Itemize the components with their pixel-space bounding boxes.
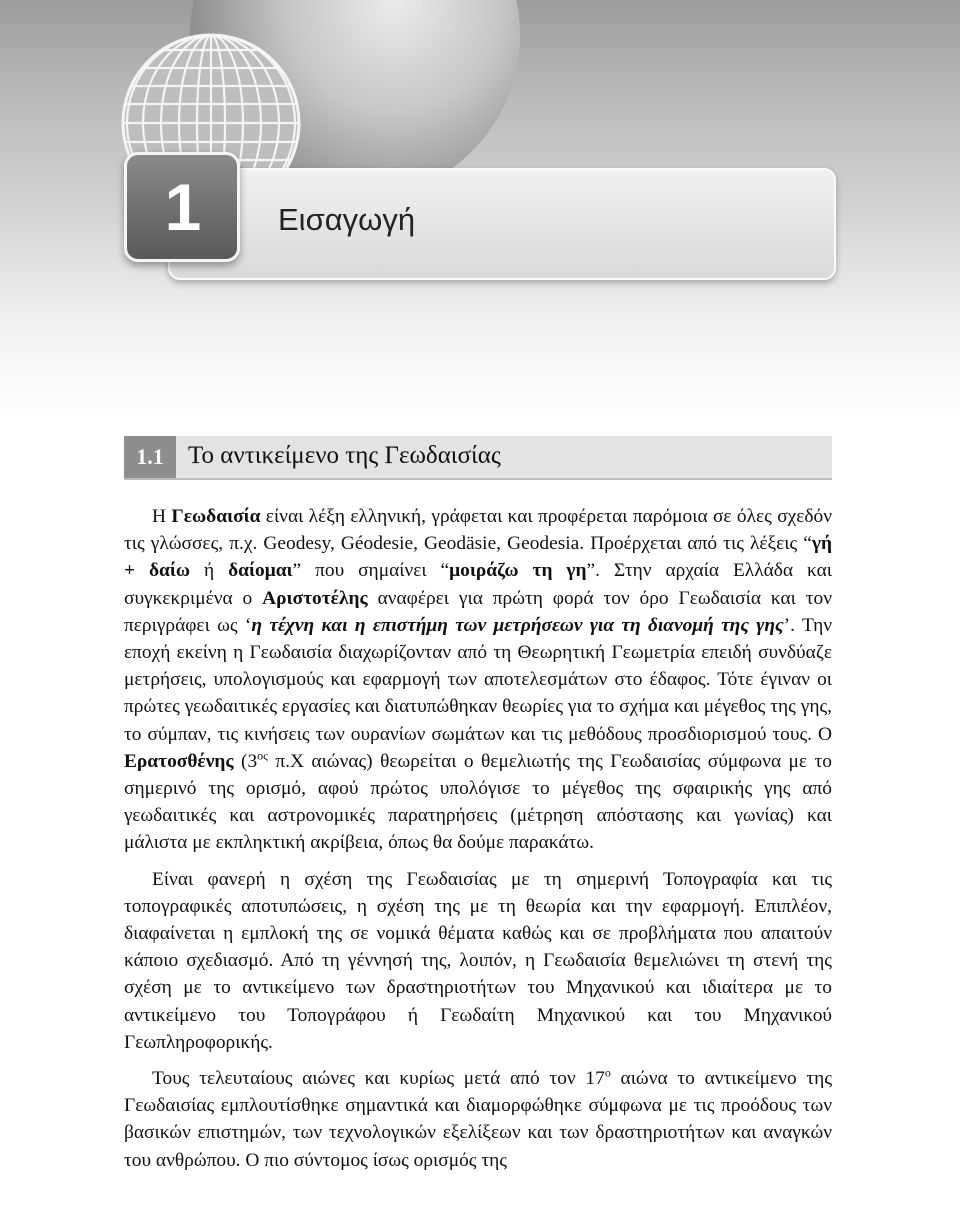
text-run: ” που σημαίνει “	[292, 560, 450, 582]
text-run: ”. Στην αρχαία Ελλάδα και συγκεκριμένα ο	[124, 560, 832, 609]
section-number: 1.1	[124, 436, 176, 478]
text-run: Τους τελευταίους αιώνες και κυρίως μετά από τον 17	[152, 1068, 605, 1090]
name-eratosthenes: Ερατοσθένης	[124, 750, 234, 772]
chapter-number-badge	[124, 152, 240, 262]
definition-quote: η τέχνη και η επιστήμη των μετρήσεων για τη διανομή της γης	[251, 614, 784, 636]
text-run: ή	[190, 560, 229, 582]
term-geodesy: Γεωδαισία	[171, 506, 261, 527]
text-run: αιώνα το αντικείμενο της Γεωδαισίας εμπλουτίσθηκε σημαντικά και διαμορφώθηκε σύμφωνα με τις προόδους των βασικών επιστημών, των τεχνολογικών εξελίξεων και των δραστηριοτήτων και αναγκών του ανθρώπου. Ο πιο σύντομος ίσως ορισμός της	[124, 1068, 832, 1171]
body-text	[124, 503, 832, 1174]
chapter-title-panel	[168, 168, 836, 280]
text-run: ’. Την εποχή εκείνη η Γεωδαισία διαχωρίζονταν από τη Θεωρητική Γεωμετρία επειδή συνδύαζε μετρήσεις, υπολογισμούς και εφαρμογή των αποτελεσμάτων στο έδαφος. Τότε έγιναν οι πρώτες γεωδαιτικές εργασίες και διατυπώθηκαν θεωρίες για το σχήμα και μέγεθος της γης, το σύμπαν, τις κινήσεις των ουρανίων σωμάτων και τις μεθόδους προσδιορισμού τους. Ο	[124, 614, 832, 745]
paragraph-1	[124, 503, 832, 857]
chapter-title: Εισαγωγή	[278, 202, 416, 237]
ordinal-superscript: ο	[604, 1065, 611, 1080]
paragraph-2: Είναι φανερή η σχέση της Γεωδαισίας με τη σημερινή Τοπογραφία και τις τοπογραφικές αποτυπώσεις, η σχέση της με τη θεωρία και την εφαρμογή. Επιπλέον, διαφαίνεται η εμπλοκή της σε νομικά θέματα καθώς και σε προβλήματα που απαιτούν κάποιο σχεδιασμό. Από τη γέννησή της, λοιπόν, η Γεωδαισία θεμελιώνει τη στενή της σχέση με το αντικείμενο των δραστηριοτήτων του Μηχανικού και ιδιαίτερα με το αντικείμενο του Τοπογράφου ή Γεωδαίτη Μηχανικού και του Μηχανικού Γεωπληροφορικής.	[124, 868, 832, 1053]
text-run: π.Χ αιώνας) θεωρείται ο θεμελιωτής της Γεωδαισίας σύμφωνα με το σημερινό της ορισμό, αφού πρώτος υπολόγισε το μέγεθος της σφαιρικής γης από γεωδαιτικές και αστρονομικές παρατηρήσεις (μέτρηση απόστασης και γωνίας) και μάλιστα με εκπληκτική ακρίβεια, όπως θα δούμε παρακάτω.	[124, 750, 832, 854]
term-etymology-1: γή + δαίω	[124, 533, 832, 582]
section-title: Το αντικείμενο της Γεωδαισίας	[188, 442, 501, 469]
section-heading	[124, 436, 832, 480]
paragraph-3	[124, 1065, 832, 1174]
ordinal-superscript: ος	[257, 748, 268, 763]
text-run: είναι λέξη ελληνική, γράφεται και προφέρεται παρόμοια σε όλες σχεδόν τις γλώσσες, π.χ. Geodesy, Géodesie, Geodäsie, Geodesia. Προέρχεται από τις λέξεις “	[124, 506, 833, 555]
term-meaning: μοιράζω τη γη	[449, 560, 587, 582]
name-aristotle: Αριστοτέλης	[262, 587, 368, 609]
term-etymology-2: δαίομαι	[228, 560, 293, 582]
text-run: Η	[152, 506, 172, 527]
chapter-number: 1	[164, 170, 200, 244]
text-run: (3	[233, 750, 258, 772]
text-run: αναφέρει για πρώτη φορά τον όρο Γεωδαισία και τον περιγράφει ως ‘	[124, 587, 832, 636]
